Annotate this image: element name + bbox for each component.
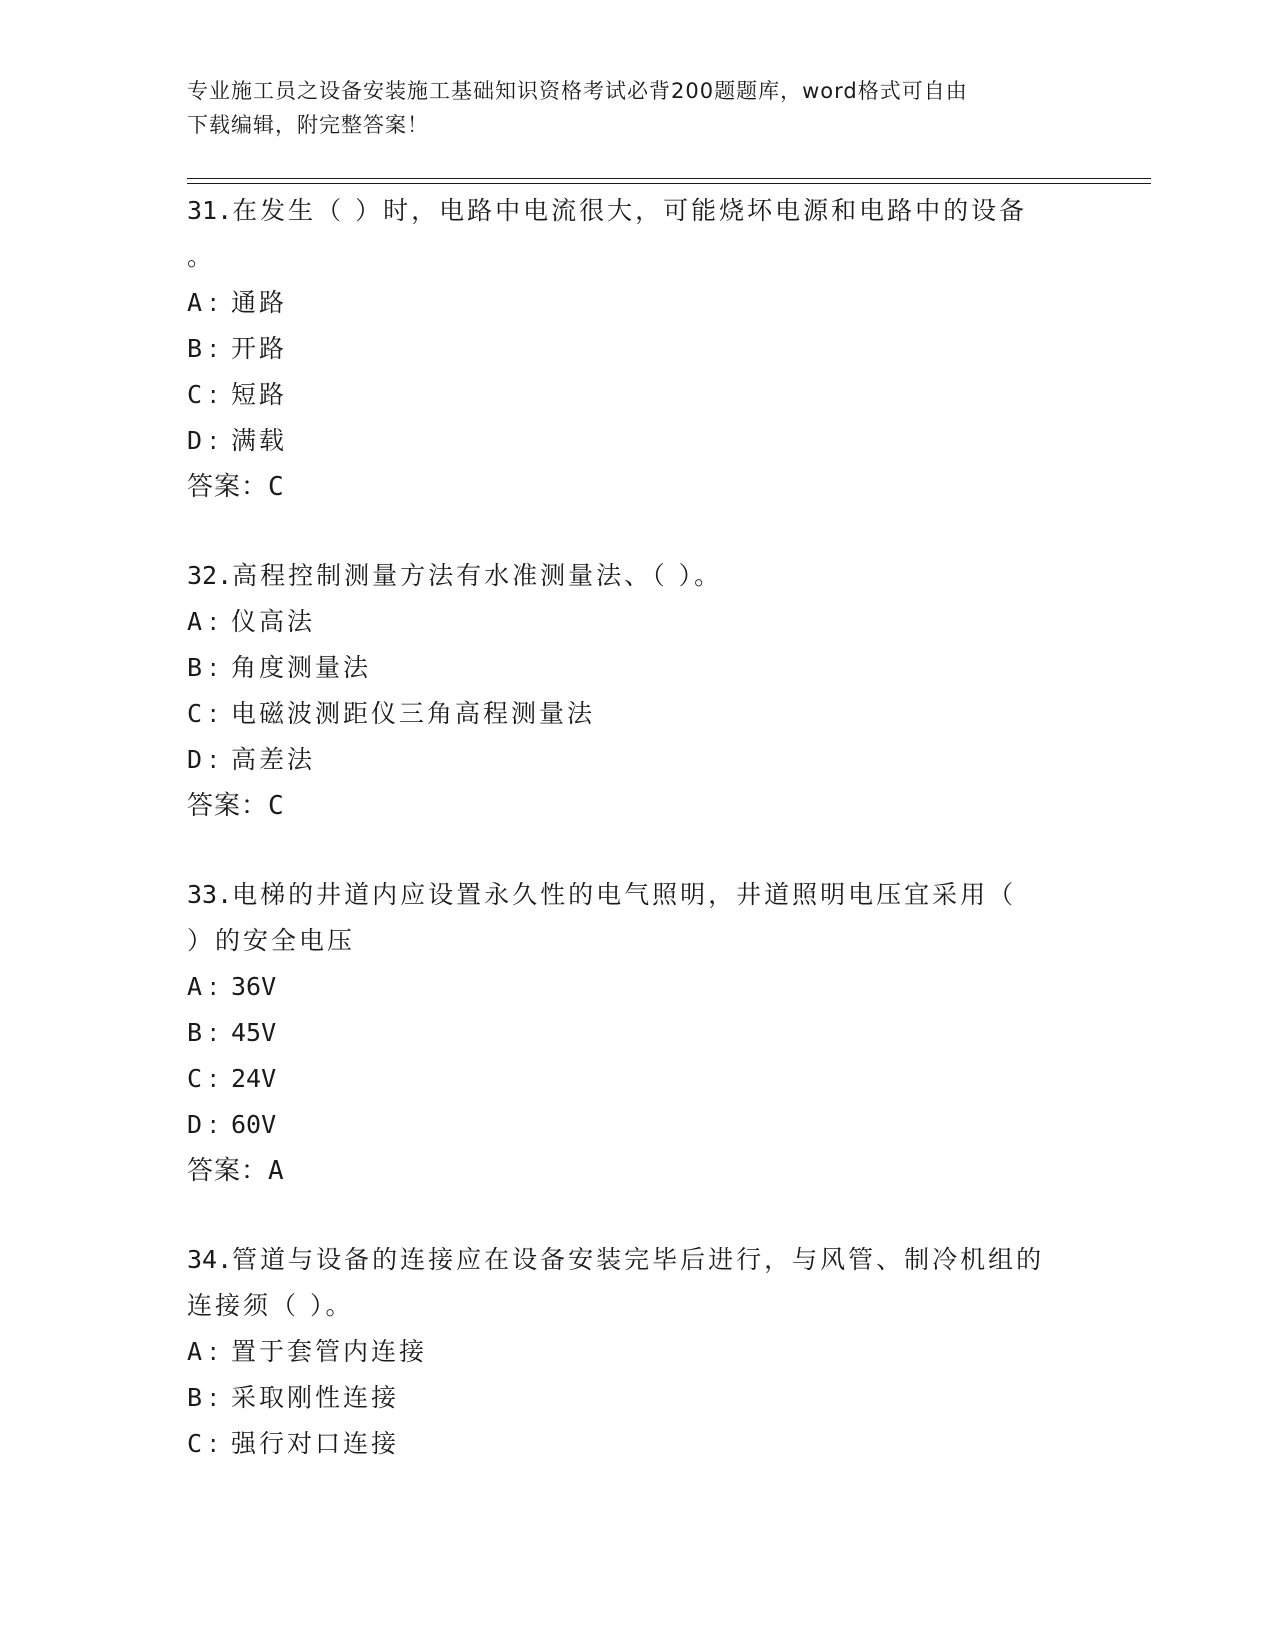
option-separator: : (209, 1018, 221, 1047)
option-c (187, 1056, 1087, 1102)
option-separator: : (209, 653, 221, 682)
option-a (187, 964, 1087, 1010)
option-separator: : (209, 1429, 221, 1458)
option-a (187, 1329, 1087, 1375)
header-line-1: 专业施工员之设备安装施工基础知识资格考试必背200题题库，word格式可自由 (187, 79, 968, 103)
option-text: 开路 (231, 334, 288, 363)
option-c (187, 1421, 1087, 1467)
option-text: 角度测量法 (231, 653, 372, 682)
question-stem-line-1: 在发生（ ）时，电路中电流很大，可能烧坏电源和电路中的设备 (232, 196, 1028, 225)
option-separator: : (209, 1337, 221, 1366)
question-number: 34. (187, 1245, 233, 1274)
option-letter: D (187, 426, 203, 455)
option-text: 45V (231, 1018, 277, 1047)
header-line-2: 下载编辑，附完整答案！ (187, 113, 429, 137)
option-text: 强行对口连接 (231, 1429, 400, 1458)
document-header (187, 74, 1087, 142)
option-separator: : (209, 972, 221, 1001)
option-letter: A (187, 1337, 203, 1366)
option-letter: C (187, 1064, 203, 1093)
option-d (187, 737, 1087, 783)
option-separator: : (209, 745, 221, 774)
option-text: 置于套管内连接 (231, 1337, 428, 1366)
answer-line (187, 1148, 1087, 1194)
question-31 (187, 188, 1087, 510)
question-stem-line-2: 连接须（ ）。 (187, 1291, 354, 1320)
option-b (187, 645, 1087, 691)
option-separator: : (209, 288, 221, 317)
question-number: 33. (187, 880, 233, 909)
option-letter: A (187, 288, 203, 317)
question-stem-line-1: 电梯的井道内应设置永久性的电气照明，井道照明电压宜采用（ (232, 880, 1017, 909)
option-c (187, 691, 1087, 737)
option-letter: A (187, 607, 203, 636)
option-separator: : (209, 334, 221, 363)
option-text: 满载 (231, 426, 288, 455)
option-letter: B (187, 653, 203, 682)
answer-line (187, 464, 1087, 510)
question-stem-line-1: 高程控制测量方法有水准测量法、（ ）。 (232, 561, 723, 590)
option-text: 短路 (231, 380, 288, 409)
answer-value: A (268, 1156, 285, 1186)
option-text: 60V (231, 1110, 277, 1139)
option-separator: : (209, 426, 221, 455)
option-letter: B (187, 1018, 203, 1047)
option-text: 采取刚性连接 (231, 1383, 400, 1412)
question-stem-line-1: 管道与设备的连接应在设备安装完毕后进行，与风管、制冷机组的 (232, 1245, 1045, 1274)
option-d (187, 418, 1087, 464)
answer-value: C (268, 472, 285, 502)
option-text: 24V (231, 1064, 277, 1093)
option-b (187, 1010, 1087, 1056)
option-separator: : (209, 607, 221, 636)
option-text: 仪高法 (231, 607, 316, 636)
question-number: 32. (187, 561, 233, 590)
option-a (187, 280, 1087, 326)
option-text: 电磁波测距仪三角高程测量法 (231, 699, 596, 728)
answer-label: 答案： (187, 472, 269, 502)
option-text: 高差法 (231, 745, 316, 774)
question-32 (187, 553, 1087, 829)
option-letter: C (187, 1429, 203, 1458)
option-text: 通路 (231, 288, 288, 317)
question-number: 31. (187, 196, 233, 225)
question-34 (187, 1237, 1087, 1467)
option-b (187, 326, 1087, 372)
question-stem (187, 872, 1087, 918)
question-stem (187, 1237, 1087, 1283)
option-letter: C (187, 380, 203, 409)
option-separator: : (209, 380, 221, 409)
option-b (187, 1375, 1087, 1421)
option-letter: B (187, 334, 203, 363)
option-text: 36V (231, 972, 277, 1001)
option-separator: : (209, 1064, 221, 1093)
option-c (187, 372, 1087, 418)
header-divider-bottom (187, 183, 1151, 184)
question-33 (187, 872, 1087, 1194)
option-d (187, 1102, 1087, 1148)
option-letter: B (187, 1383, 203, 1412)
option-letter: A (187, 972, 203, 1001)
option-a (187, 599, 1087, 645)
option-separator: : (209, 1383, 221, 1412)
question-stem-line-2: ）的安全电压 (187, 926, 356, 955)
header-divider-top (187, 178, 1151, 179)
option-letter: C (187, 699, 203, 728)
option-separator: : (209, 699, 221, 728)
answer-value: C (268, 791, 285, 821)
option-letter: D (187, 745, 203, 774)
question-stem (187, 188, 1087, 234)
option-letter: D (187, 1110, 203, 1139)
answer-line (187, 783, 1087, 829)
question-stem (187, 553, 1087, 599)
question-stem-line-2: 。 (187, 242, 216, 271)
option-separator: : (209, 1110, 221, 1139)
answer-label: 答案： (187, 791, 269, 821)
answer-label: 答案： (187, 1156, 269, 1186)
